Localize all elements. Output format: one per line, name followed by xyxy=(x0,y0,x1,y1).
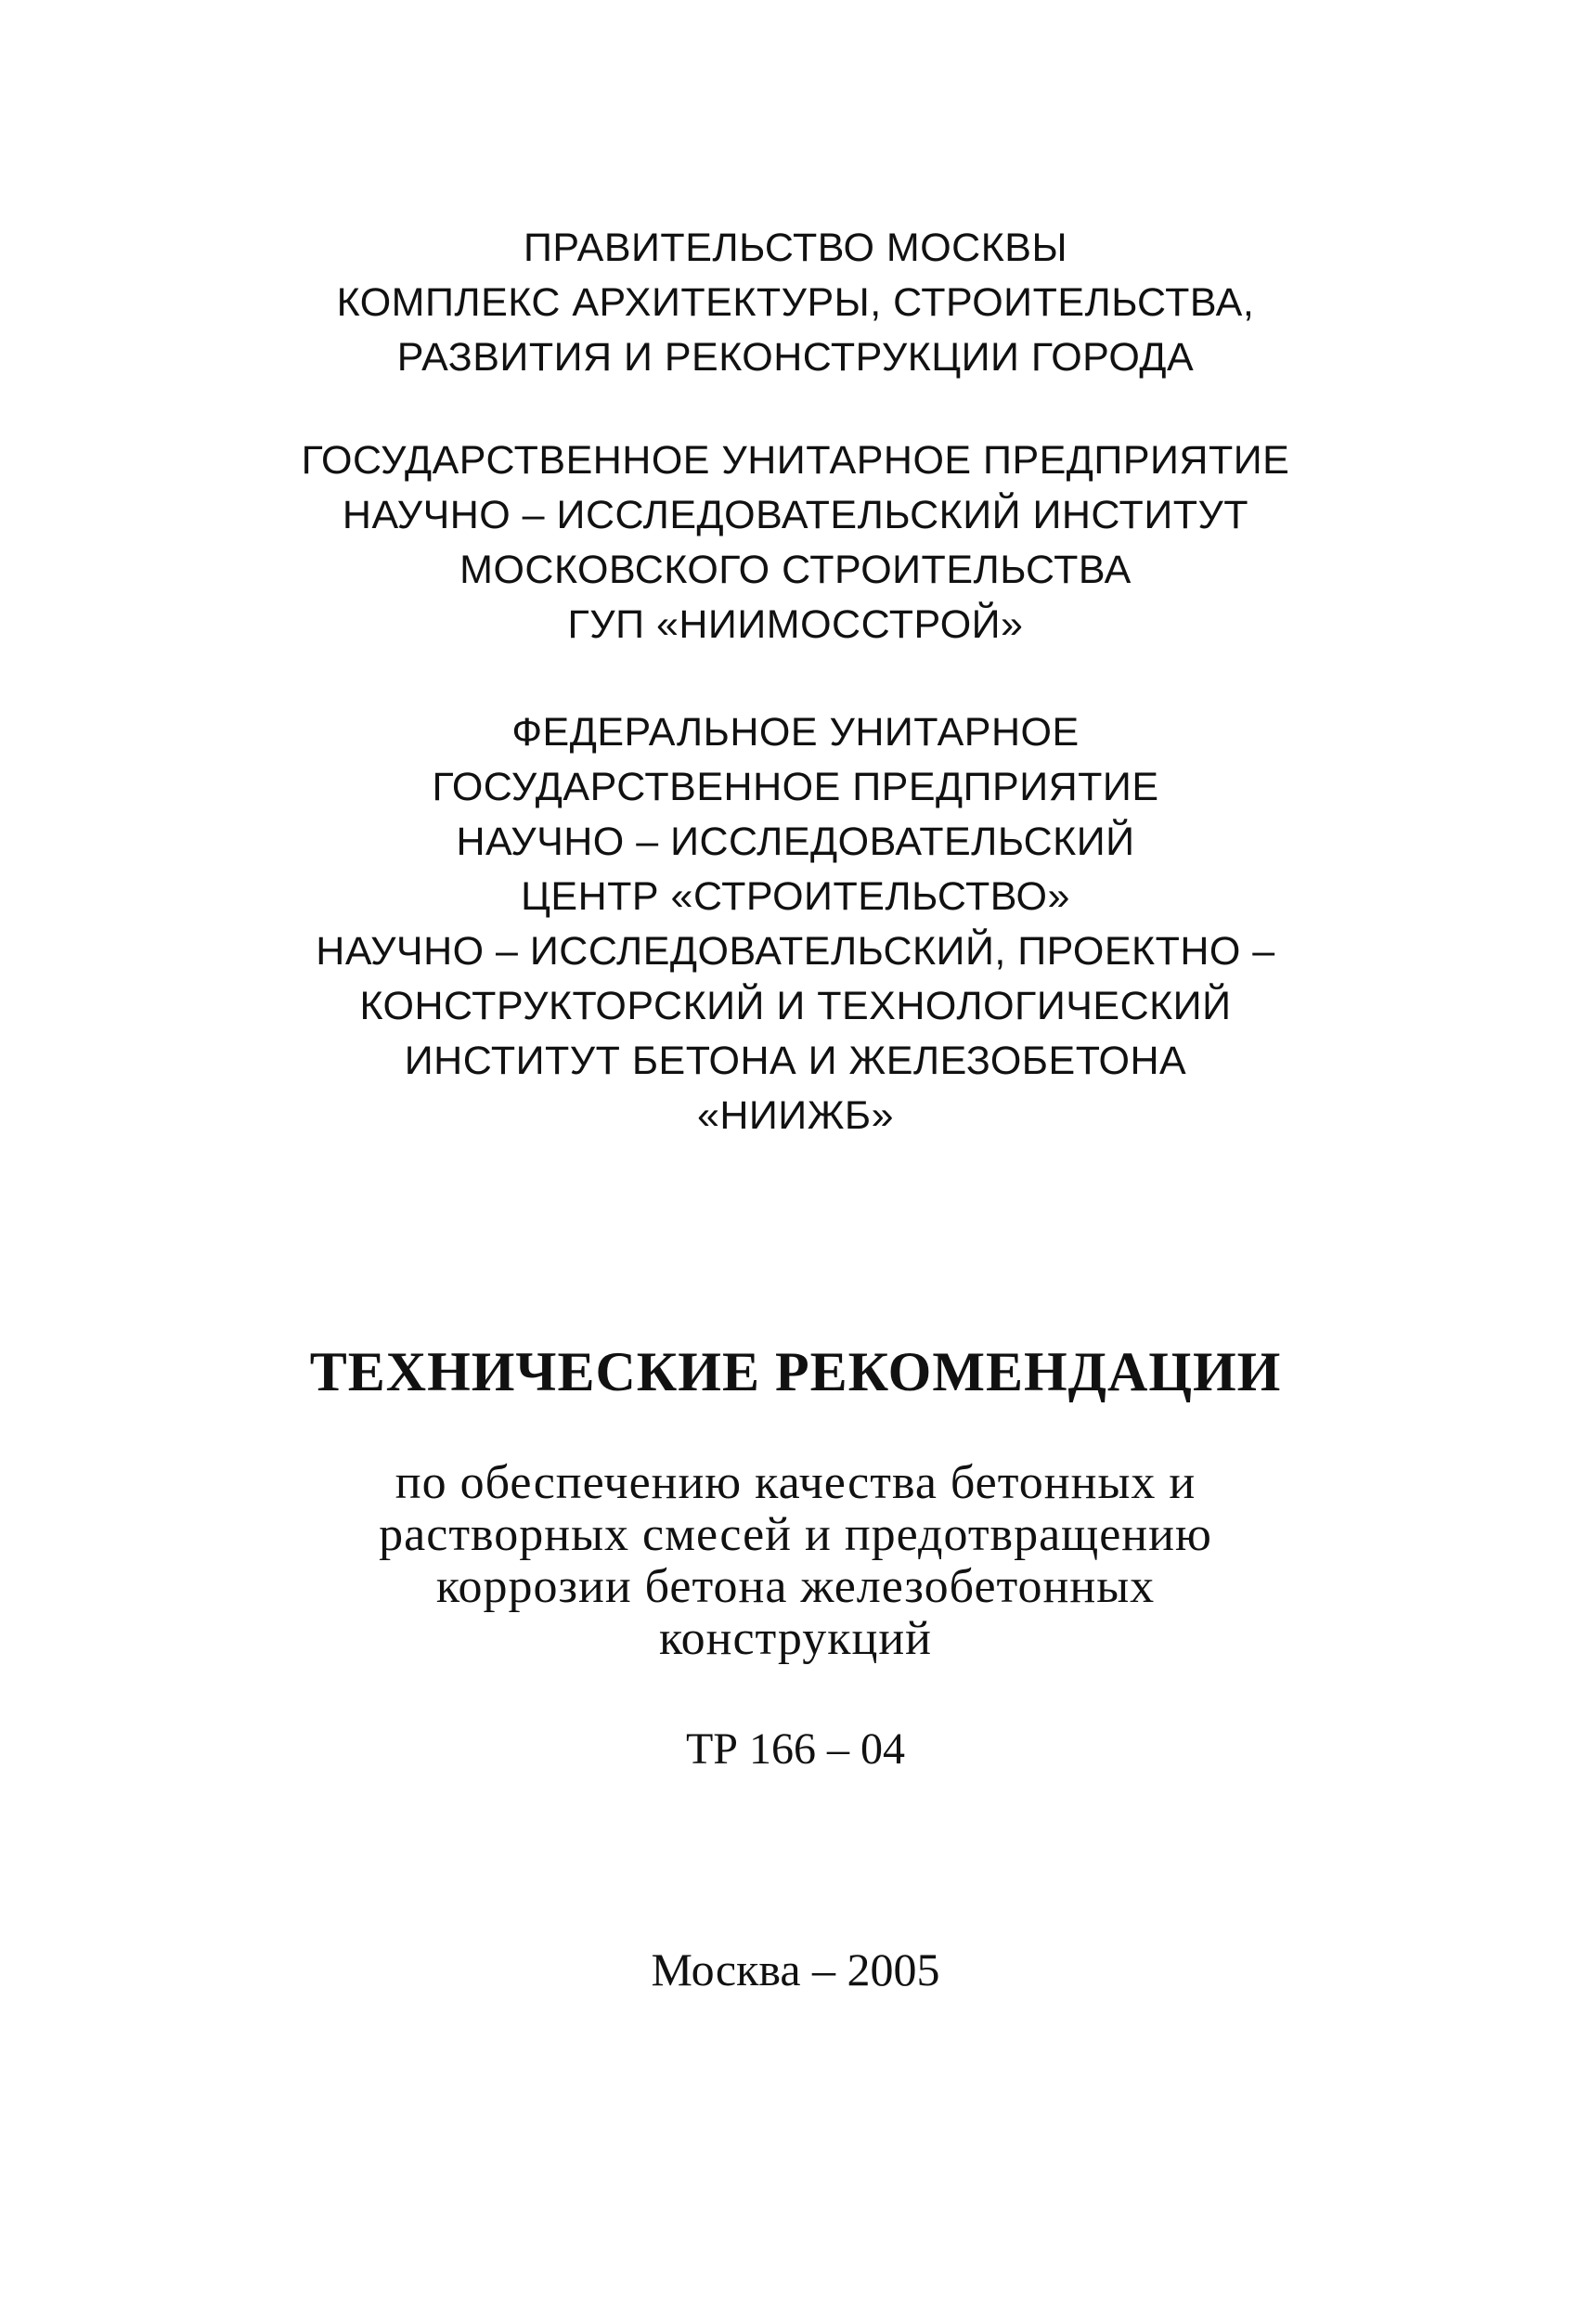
header-line: ИНСТИТУТ БЕТОНА И ЖЕЛЕЗОБЕТОНА xyxy=(404,1039,1187,1083)
header-line: «НИИЖБ» xyxy=(696,1093,895,1138)
subtitle-line: растворных смесей и предотвращению xyxy=(379,1508,1212,1561)
place-and-year: Москва – 2005 xyxy=(651,1943,940,1995)
header-line: КОНСТРУКТОРСКИЙ И ТЕХНОЛОГИЧЕСКИЙ xyxy=(359,984,1232,1028)
header-line: ФЕДЕРАЛЬНОЕ УНИТАРНОЕ xyxy=(511,710,1080,755)
header-line: КОМПЛЕКС АРХИТЕКТУРЫ, СТРОИТЕЛЬСТВА, xyxy=(336,280,1255,325)
header-line: РАЗВИТИЯ И РЕКОНСТРУКЦИИ ГОРОДА xyxy=(396,335,1195,380)
subtitle-line: коррозии бетона железобетонных xyxy=(435,1560,1156,1613)
header-line: НАУЧНО – ИССЛЕДОВАТЕЛЬСКИЙ xyxy=(456,820,1135,864)
subtitle-line: по обеспечению качества бетонных и xyxy=(395,1456,1196,1509)
header-line: НАУЧНО – ИССЛЕДОВАТЕЛЬСКИЙ ИНСТИТУТ xyxy=(342,493,1249,537)
niimosstroy-header xyxy=(0,433,1591,652)
document-title: ТЕХНИЧЕСКИЕ РЕКОМЕНДАЦИИ xyxy=(309,1341,1282,1402)
header-line: ПРАВИТЕЛЬСТВО МОСКВЫ xyxy=(523,226,1068,270)
header-line: ГОСУДАРСТВЕННОЕ ПРЕДПРИЯТИЕ xyxy=(432,765,1159,809)
document-code: ТР 166 – 04 xyxy=(685,1724,905,1774)
federal-header xyxy=(0,705,1591,1143)
header-line: МОСКОВСКОГО СТРОИТЕЛЬСТВА xyxy=(459,548,1132,592)
header-line: ГУП «НИИМОССТРОЙ» xyxy=(567,602,1024,647)
subtitle-line: конструкций xyxy=(659,1612,932,1665)
header-line: ЦЕНТР «СТРОИТЕЛЬСТВО» xyxy=(521,874,1070,919)
header-line: ГОСУДАРСТВЕННОЕ УНИТАРНОЕ ПРЕДПРИЯТИЕ xyxy=(301,438,1290,483)
document-subtitle xyxy=(0,1457,1591,1665)
header-line: НАУЧНО – ИССЛЕДОВАТЕЛЬСКИЙ, ПРОЕКТНО – xyxy=(316,929,1275,974)
government-header xyxy=(0,221,1591,385)
